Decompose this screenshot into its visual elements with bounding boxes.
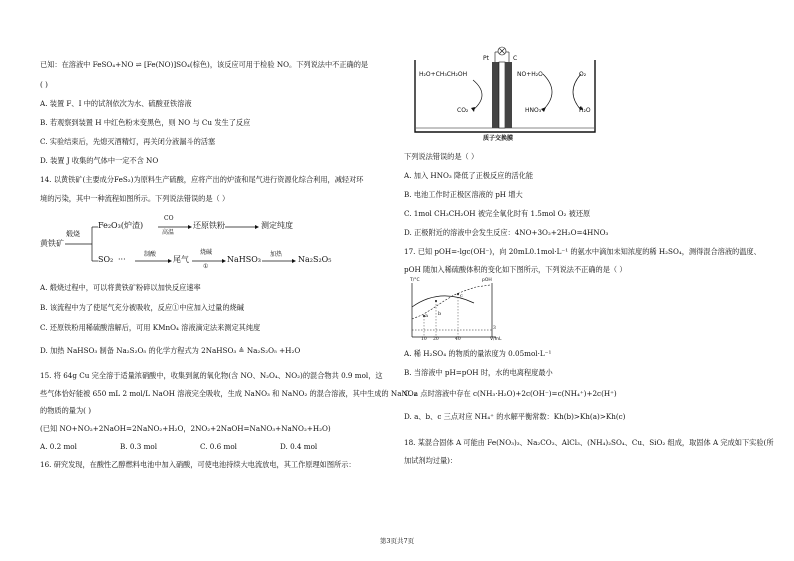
cell-membrane-label: 质子交换膜 bbox=[483, 135, 514, 142]
graph-point-a: a bbox=[425, 313, 428, 319]
graph-y-left-label: T/°C bbox=[410, 278, 420, 283]
flow-step-calcine: 煅烧 bbox=[66, 230, 80, 238]
cell-left-output: CO₂ bbox=[457, 107, 469, 114]
flow-so2: SO₂ bbox=[98, 255, 114, 264]
q18-stem-line1: 18. 某混合固体 A 可能由 Fe(NO₃)₃、Na₂CO₃、AlCl₃、(NH₄)₂SO₄、Cu、SiO₂ 组成，取固体 A 完成如下实验(所 bbox=[404, 438, 774, 447]
flow-na2s2o5: Na₂S₂O₅ bbox=[298, 255, 332, 264]
graph-tick-20: 20 bbox=[433, 337, 439, 342]
flow-alkali: 烧碱 bbox=[200, 249, 213, 256]
flow-dots: ··· bbox=[118, 255, 126, 264]
q13-option-a: A. 装置 F、I 中的试剂依次为水、硫酸亚铁溶液 bbox=[40, 99, 192, 108]
q17-option-c: C. a 点时溶液中存在 c(NH₃·H₂O)+2c(OH⁻)=c(NH₄⁺)+2c(H⁺) bbox=[404, 389, 617, 398]
flow-start: 黄铁矿 bbox=[40, 239, 64, 248]
cell-c-electrode: C bbox=[513, 55, 518, 62]
q14-option-c: C. 还原铁粉用稀硫酸溶解后，可用 KMnO₄ 溶液滴定法来测定其纯度 bbox=[40, 323, 261, 332]
cell-left-input: H₂O+CH₃CH₂OH bbox=[419, 71, 468, 78]
q13-option-b: B. 若观察到装置 H 中红色粉末变黑色，则 NO 与 Cu 发生了反应 bbox=[40, 118, 251, 127]
q15-option-c: C. 0.6 mol bbox=[200, 442, 237, 451]
flow-heat: 加热 bbox=[270, 251, 283, 258]
graph-point-c: c bbox=[460, 293, 463, 299]
graph-y-3: 3 bbox=[493, 326, 496, 331]
graph-point-b: b bbox=[438, 311, 442, 317]
q17-option-d: D. a、b、c 三点对应 NH₄⁺ 的水解平衡常数：Kh(b)>Kh(a)>Kh(c) bbox=[404, 412, 626, 421]
flow-step-1: ① bbox=[203, 263, 209, 270]
flow-measure: 测定纯度 bbox=[261, 221, 293, 230]
graph-y-right-label: pOH bbox=[482, 278, 492, 283]
ph-temperature-graph bbox=[404, 279, 500, 347]
graph-tick-10: 10 bbox=[421, 337, 427, 342]
q15-option-a: A. 0.2 mol bbox=[40, 442, 77, 451]
q13-option-d: D. 装置 J 收集的气体中一定不含 NO bbox=[40, 156, 159, 165]
q14-option-b: B. 该流程中为了使尾气充分被吸收，反应①中应加入过量的烧碱 bbox=[40, 303, 244, 312]
flow-tail-gas: 尾气 bbox=[173, 255, 189, 264]
graph-shapes bbox=[404, 279, 500, 347]
q13-paren: ( ) bbox=[40, 80, 48, 89]
q15-option-d: D. 0.4 mol bbox=[280, 442, 318, 451]
flow-high-temp: 高温 bbox=[162, 229, 175, 236]
cell-mid-top: NO+H₂O bbox=[517, 71, 543, 78]
q16-option-b: B. 电池工作时正极区溶液的 pH 增大 bbox=[404, 190, 523, 199]
q15-option-b: B. 0.3 mol bbox=[120, 442, 158, 451]
flow-reduced-iron: 还原铁粉 bbox=[193, 221, 225, 230]
q15-stem-line2: 些气体恰好能被 650 mL 2 mol/L NaOH 溶液完全吸收，生成 NaNO₃ 和 NaNO₂ 的混合溶液，其中生成的 NaNO₃ bbox=[40, 389, 417, 398]
q13-stem: 已知：在溶液中 FeSO₄+NO ⇌ [Fe(NO)]SO₄(棕色)，该反应可用于检验 NO。下列说法中不正确的是 bbox=[40, 60, 369, 69]
q15-stem-line1: 15. 将 64g Cu 完全溶于适量浓硝酸中，收集到氮的氧化物(含 NO、N₂O₄、NO₂)的混合物共 0.9 mol，这 bbox=[40, 371, 383, 380]
q16-option-d: D. 正极附近的溶液中会发生反应：4NO+3O₂+2H₂O=4HNO₃ bbox=[404, 228, 609, 237]
cell-mid-bottom: HNO₃ bbox=[525, 107, 542, 114]
q14-option-d: D. 加热 NaHSO₃ 制备 Na₂S₂O₅ 的化学方程式为 2NaHSO₃ ≜ Na₂S₂O₅ +H₂O bbox=[40, 346, 301, 355]
q17-option-b: B. 当溶液中 pH=pOH 时，水的电离程度最小 bbox=[404, 368, 553, 377]
page-footer: 第3页共7页 bbox=[379, 537, 415, 545]
q14-option-a: A. 煅烧过程中，可以将黄铁矿粉碎以加快反应速率 bbox=[40, 283, 201, 292]
q14-stem-line1: 14. 以黄铁矿(主要成分FeS₂)为原料生产硫酸，应将产出的炉渣和尾气进行资源化综合利用，减轻对环 bbox=[40, 175, 364, 184]
graph-x-label: V/mL bbox=[490, 337, 502, 342]
q15-note: (已知 NO+NO₂+2NaOH=2NaNO₂+H₂O，2NO₂+2NaOH=NaNO₃+NaNO₂+H₂O) bbox=[40, 424, 331, 433]
flow-nahso3: NaHSO₃ bbox=[227, 255, 261, 264]
flow-make-acid: 制酸 bbox=[144, 251, 157, 258]
q16-option-a: A. 加入 HNO₃ 降低了正极反应的活化能 bbox=[404, 171, 534, 180]
q16-ask: 下列说法错误的是（ ） bbox=[404, 152, 479, 161]
q13-option-c: C. 实验结束后，先熄灭酒精灯，再关闭分液漏斗的活塞 bbox=[40, 137, 216, 146]
graph-tick-40: 40 bbox=[455, 337, 461, 342]
q16-option-c: C. 1mol CH₃CH₂OH 被完全氧化时有 1.5mol O₂ 被还原 bbox=[404, 209, 591, 218]
q14-stem-line2: 境的污染，其中一种流程如图所示。下列说法错误的是（ ） bbox=[40, 194, 230, 203]
flow-co: CO bbox=[164, 215, 174, 222]
q17-stem-line2: pOH 随加入稀硫酸体积的变化如下图所示，下列说法不正确的是（ ） bbox=[404, 265, 627, 274]
fuel-cell-shapes bbox=[413, 40, 603, 145]
q16-stem: 16. 研究发现，在酸性乙醇燃料电池中加入硝酸，可使电池持续大电流放电，其工作原理如图所示： bbox=[40, 460, 356, 469]
cell-o2: O₂ bbox=[579, 71, 587, 78]
q17-option-a: A. 稀 H₂SO₄ 的物质的量浓度为 0.05mol·L⁻¹ bbox=[404, 349, 552, 358]
cell-pt-electrode: Pt bbox=[483, 55, 489, 62]
flow-diagram bbox=[40, 215, 400, 275]
q18-stem-line2: 加试剂均过量)： bbox=[404, 456, 458, 465]
q15-stem-line3: 的物质的量为( ) bbox=[40, 406, 92, 415]
q17-stem-line1: 17. 已知 pOH=-lgc(OH⁻)，向 20mL0.1mol·L⁻¹ 的氨水中滴加未知浓度的稀 H₂SO₄，测得混合溶液的温度、 bbox=[404, 247, 761, 256]
fuel-cell-diagram bbox=[413, 40, 603, 145]
cell-h2o: H₂O bbox=[579, 107, 591, 114]
flow-fe2o3: Fe₂O₃(炉渣) bbox=[98, 221, 144, 230]
